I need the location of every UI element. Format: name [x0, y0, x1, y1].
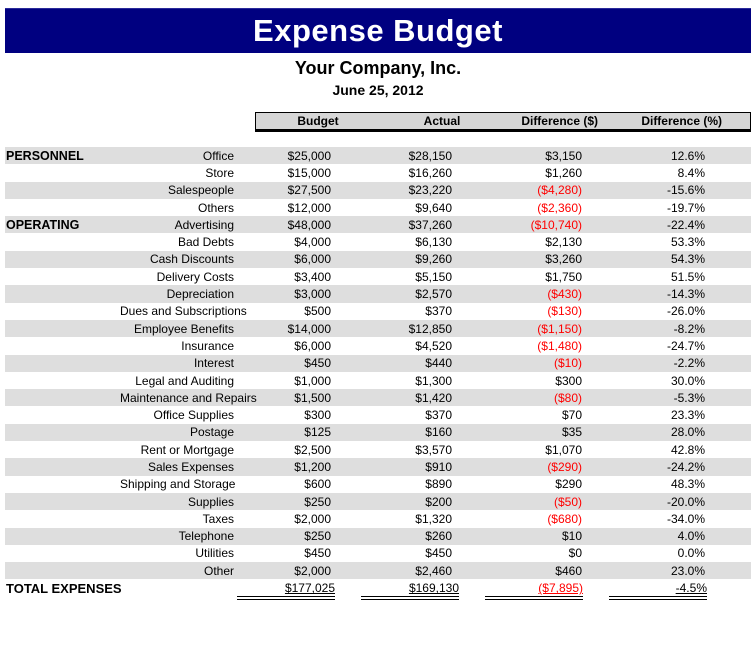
budget-table	[5, 112, 751, 603]
table-row	[5, 372, 751, 389]
item-label-cell: Employee Benefits	[133, 321, 234, 336]
item-label-cell: Delivery Costs	[156, 269, 234, 284]
difference-usd-cell: $2,130	[545, 235, 582, 250]
budget-cell: $15,000	[287, 165, 331, 180]
table-row	[5, 493, 751, 510]
actual-cell: $450	[425, 546, 452, 561]
column-header-row	[255, 112, 751, 132]
difference-pct-cell: 30.0%	[670, 373, 705, 388]
report-date: June 25, 2012	[332, 82, 424, 98]
budget-cell: $12,000	[287, 200, 331, 215]
column-header-budget: Budget	[297, 114, 339, 128]
difference-usd-cell: $3,260	[545, 252, 582, 267]
budget-cell: $250	[304, 494, 331, 509]
difference-pct-cell: -5.3%	[673, 390, 705, 405]
difference-pct-cell: -22.4%	[666, 217, 705, 232]
budget-cell: $2,500	[294, 442, 331, 457]
actual-cell: $5,150	[415, 269, 452, 284]
actual-cell: $4,520	[415, 338, 452, 353]
actual-cell: $370	[425, 408, 452, 423]
table-body	[5, 147, 751, 579]
difference-pct-cell: -2.2%	[673, 356, 705, 371]
table-row	[5, 268, 751, 285]
table-row	[5, 562, 751, 579]
actual-cell: $1,300	[415, 373, 452, 388]
budget-cell: $250	[304, 529, 331, 544]
table-row	[5, 233, 751, 250]
table-row	[5, 285, 751, 302]
actual-cell: $1,420	[415, 390, 452, 405]
actual-cell: $6,130	[415, 235, 452, 250]
item-label-cell: Taxes	[202, 511, 234, 526]
actual-cell: $260	[425, 529, 452, 544]
budget-cell: $125	[304, 425, 331, 440]
item-label-cell: Others	[197, 200, 234, 215]
item-label-cell: Interest	[193, 356, 234, 371]
item-label-cell: Office	[202, 148, 234, 163]
item-label-cell: Bad Debts	[177, 235, 234, 250]
item-label-cell: Legal and Auditing	[135, 373, 234, 388]
item-label-cell: Other	[203, 563, 234, 578]
table-row	[5, 476, 751, 493]
difference-usd-cell: $3,150	[545, 148, 582, 163]
difference-usd-cell: $300	[555, 373, 582, 388]
budget-cell: $1,200	[294, 459, 331, 474]
item-label-cell: Sales Expenses	[147, 459, 234, 474]
budget-cell: $48,000	[287, 217, 331, 232]
item-label-cell: Advertising	[174, 217, 234, 232]
item-label-cell: Rent or Mortgage	[140, 442, 234, 457]
budget-cell: $500	[304, 304, 331, 319]
total-pct-cell	[609, 581, 732, 600]
table-row	[5, 147, 751, 164]
budget-cell: $14,000	[287, 321, 331, 336]
difference-pct-cell: 53.3%	[670, 235, 705, 250]
table-row	[5, 199, 751, 216]
actual-cell: $2,570	[415, 287, 452, 302]
difference-usd-cell: $10	[561, 529, 582, 544]
actual-cell: $440	[425, 356, 452, 371]
difference-pct-cell: -20.0%	[666, 494, 705, 509]
difference-pct-cell: 42.8%	[670, 442, 705, 457]
difference-usd-cell: $1,070	[545, 442, 582, 457]
table-row	[5, 406, 751, 423]
difference-usd-cell: ($1,150)	[537, 321, 582, 336]
difference-pct-cell: 23.3%	[670, 408, 705, 423]
budget-cell: $3,400	[294, 269, 331, 284]
column-header-difference-usd: Difference ($)	[521, 114, 598, 128]
total-diff-value: ($7,895)	[485, 581, 583, 600]
difference-pct-cell: 23.0%	[670, 563, 705, 578]
budget-cell: $450	[304, 356, 331, 371]
difference-pct-cell: -8.2%	[673, 321, 705, 336]
budget-cell: $1,000	[294, 373, 331, 388]
table-row	[5, 355, 751, 372]
difference-usd-cell: ($2,360)	[537, 200, 582, 215]
actual-cell: $23,220	[408, 183, 452, 198]
difference-pct-cell: -26.0%	[666, 304, 705, 319]
total-pct-value: -4.5%	[609, 581, 707, 600]
budget-cell: $600	[304, 477, 331, 492]
item-label-cell: Insurance	[181, 338, 234, 353]
item-label-cell: Telephone	[178, 529, 234, 544]
table-row	[5, 441, 751, 458]
category-cell: OPERATING	[6, 217, 80, 232]
table-row	[5, 337, 751, 354]
difference-usd-cell: ($430)	[547, 287, 582, 302]
difference-usd-cell: $70	[561, 408, 582, 423]
total-budget-cell	[237, 581, 361, 600]
difference-usd-cell: ($290)	[547, 459, 582, 474]
column-header-actual: Actual	[423, 114, 461, 128]
difference-pct-cell: 51.5%	[670, 269, 705, 284]
actual-cell: $160	[425, 425, 452, 440]
total-actual-value: $169,130	[361, 581, 459, 600]
table-row	[5, 303, 751, 320]
company-name: Your Company, Inc.	[294, 58, 462, 78]
actual-cell: $9,640	[415, 200, 452, 215]
difference-usd-cell: ($4,280)	[537, 183, 582, 198]
table-row	[5, 182, 751, 199]
table-row	[5, 216, 751, 233]
difference-pct-cell: -24.2%	[666, 459, 705, 474]
item-label-cell: Maintenance and Repairs	[120, 390, 257, 405]
budget-cell: $6,000	[294, 252, 331, 267]
category-cell: PERSONNEL	[6, 148, 84, 163]
budget-cell: $1,500	[294, 390, 331, 405]
actual-cell: $3,570	[415, 442, 452, 457]
difference-usd-cell: $290	[555, 477, 582, 492]
title-bar	[5, 8, 751, 53]
table-row	[5, 251, 751, 268]
difference-pct-cell: 48.3%	[670, 477, 705, 492]
table-row	[5, 458, 751, 475]
item-label-cell: Cash Discounts	[149, 252, 234, 267]
budget-cell: $2,000	[294, 511, 331, 526]
budget-cell: $6,000	[294, 338, 331, 353]
difference-usd-cell: ($680)	[547, 511, 582, 526]
difference-pct-cell: -19.7%	[666, 200, 705, 215]
budget-cell: $27,500	[287, 183, 331, 198]
table-row	[5, 424, 751, 441]
difference-usd-cell: ($10,740)	[530, 217, 582, 232]
item-label-cell: Shipping and Storage	[120, 477, 236, 492]
total-actual-cell	[361, 581, 485, 600]
actual-cell: $28,150	[408, 148, 452, 163]
table-row	[5, 510, 751, 527]
total-label: TOTAL EXPENSES	[6, 581, 122, 597]
difference-pct-cell: 12.6%	[670, 148, 705, 163]
item-label-cell: Supplies	[187, 494, 234, 509]
budget-cell: $4,000	[294, 235, 331, 250]
item-label-cell: Office Supplies	[153, 408, 234, 423]
difference-usd-cell: $460	[555, 563, 582, 578]
item-label-cell: Utilities	[195, 546, 234, 561]
difference-pct-cell: 0.0%	[677, 546, 705, 561]
table-row	[5, 545, 751, 562]
total-diff-cell	[485, 581, 609, 600]
difference-pct-cell: 4.0%	[677, 529, 705, 544]
difference-pct-cell: -24.7%	[666, 338, 705, 353]
difference-usd-cell: $0	[568, 546, 582, 561]
table-row	[5, 320, 751, 337]
difference-usd-cell: ($130)	[547, 304, 582, 319]
difference-usd-cell: ($10)	[553, 356, 582, 371]
budget-cell: $3,000	[294, 287, 331, 302]
difference-usd-cell: $1,260	[545, 165, 582, 180]
difference-pct-cell: 28.0%	[670, 425, 705, 440]
difference-usd-cell: ($80)	[553, 390, 582, 405]
page-title: Expense Budget	[253, 13, 503, 48]
difference-usd-cell: $1,750	[545, 269, 582, 284]
actual-cell: $910	[425, 459, 452, 474]
actual-cell: $1,320	[415, 511, 452, 526]
item-label-cell: Dues and Subscriptions	[120, 304, 247, 319]
table-row	[5, 528, 751, 545]
actual-cell: $16,260	[408, 165, 452, 180]
difference-usd-cell: ($50)	[553, 494, 582, 509]
difference-pct-cell: 54.3%	[670, 252, 705, 267]
actual-cell: $37,260	[408, 217, 452, 232]
table-row	[5, 164, 751, 181]
difference-usd-cell: $35	[561, 425, 582, 440]
total-budget-value: $177,025	[237, 581, 335, 600]
difference-pct-cell: -14.3%	[666, 287, 705, 302]
actual-cell: $9,260	[415, 252, 452, 267]
item-label-cell: Depreciation	[166, 287, 234, 302]
actual-cell: $370	[425, 304, 452, 319]
difference-pct-cell: -34.0%	[666, 511, 705, 526]
budget-cell: $25,000	[287, 148, 331, 163]
actual-cell: $890	[425, 477, 452, 492]
column-header-difference-pct: Difference (%)	[641, 114, 722, 128]
item-label-cell: Store	[205, 165, 234, 180]
budget-cell: $2,000	[294, 563, 331, 578]
table-row	[5, 389, 751, 406]
item-label-cell: Salespeople	[167, 183, 234, 198]
budget-cell: $450	[304, 546, 331, 561]
difference-pct-cell: 8.4%	[677, 165, 705, 180]
actual-cell: $12,850	[408, 321, 452, 336]
actual-cell: $2,460	[415, 563, 452, 578]
budget-cell: $300	[304, 408, 331, 423]
total-row	[5, 581, 751, 603]
item-label-cell: Postage	[189, 425, 234, 440]
difference-pct-cell: -15.6%	[666, 183, 705, 198]
difference-usd-cell: ($1,480)	[537, 338, 582, 353]
actual-cell: $200	[425, 494, 452, 509]
